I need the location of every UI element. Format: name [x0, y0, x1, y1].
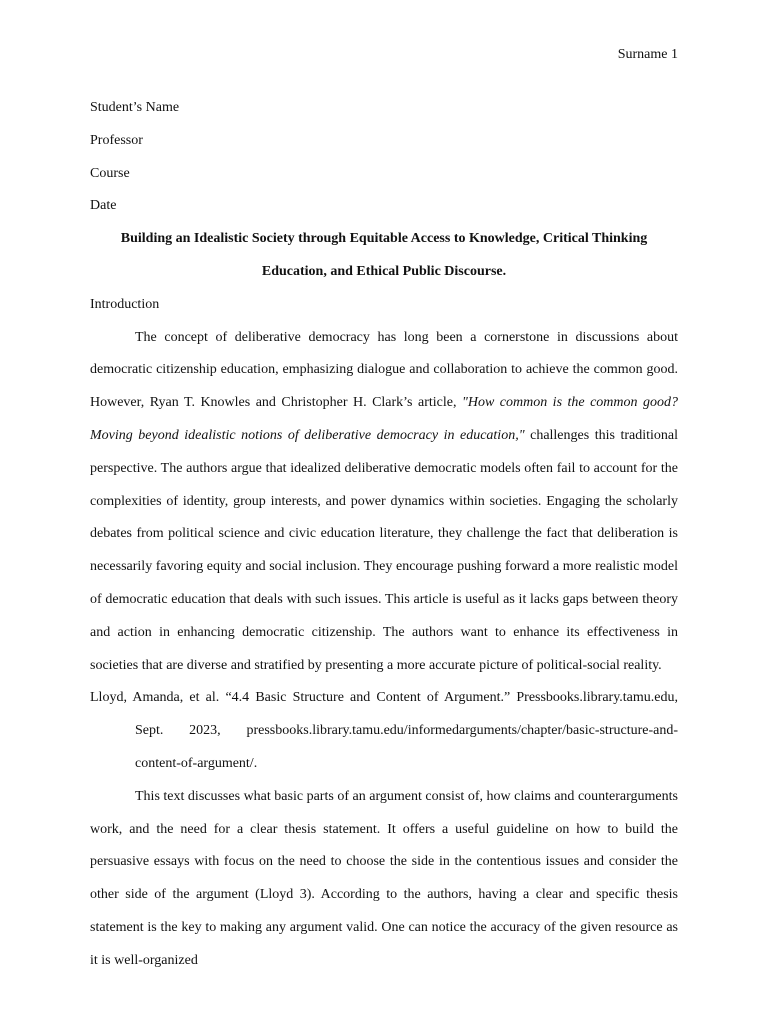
- annotation-paragraph: This text discusses what basic parts of an argument consist of, how claims and counterarguments work, and the need for a clear thesis statement. It offers a useful guideline on how to build the persuasive essays with focus on the need to choose the side in the contentious issues and consider the other side of the argument (Lloyd 3). According to the authors, having a clear and specific thesis statement is the key to making any argument valid. One can notice the accuracy of the given resource as it is well-organized: [90, 788, 678, 968]
- essay-title-line-1: Building an Idealistic Society through Equitable Access to Knowledge, Critical Thinking: [120, 231, 648, 247]
- bibliography-citation: Lloyd, Amanda, et al. “4.4 Basic Structure and Content of Argument.” Pressbooks.library.tamu.edu, Sept. 2023, pressbooks.library.tamu.edu/informedarguments/chapter/basic-structure-and-content-of-argument/.: [90, 690, 678, 771]
- student-name: Student’s Name: [90, 100, 180, 115]
- date: Date: [90, 198, 117, 214]
- intro-text-part-2: challenges this traditional perspective. The authors argue that idealized deliberative democratic models often fail to account for the complexities of identity, group interests, and power dynamics within societies. Engaging the scholarly debates from political science and civic education literature, they challenge the fact that deliberation is necessarily favoring equity and social inclusion. They encourage pushing forward a more realistic model of democratic education that deals with such issues. This article is useful as it lacks gaps between theory and action in enhancing democratic citizenship. The authors want to enhance its effectiveness in societies that are diverse and stratified by presenting a more accurate picture of political-social reality.: [90, 427, 678, 673]
- document-body: [90, 92, 678, 978]
- running-head: Surname 1: [617, 47, 678, 62]
- essay-title-line-2: Education, and Ethical Public Discourse.: [261, 263, 507, 279]
- introduction-paragraph: [90, 322, 678, 683]
- intro-text-part-1: The concept of deliberative democracy has long been a cornerstone in discussions about democratic citizenship education, emphasizing dialogue and collaboration to achieve the common good. However, Ryan T. Knowles and Christopher H. Clark’s article,: [90, 329, 678, 411]
- professor-name: Professor: [90, 132, 143, 148]
- course-name: Course: [90, 165, 130, 181]
- section-heading-introduction: Introduction: [90, 296, 160, 312]
- article-title: "How common is the common good? Moving beyond idealistic notions of deliberative democracy in education,": [90, 395, 678, 443]
